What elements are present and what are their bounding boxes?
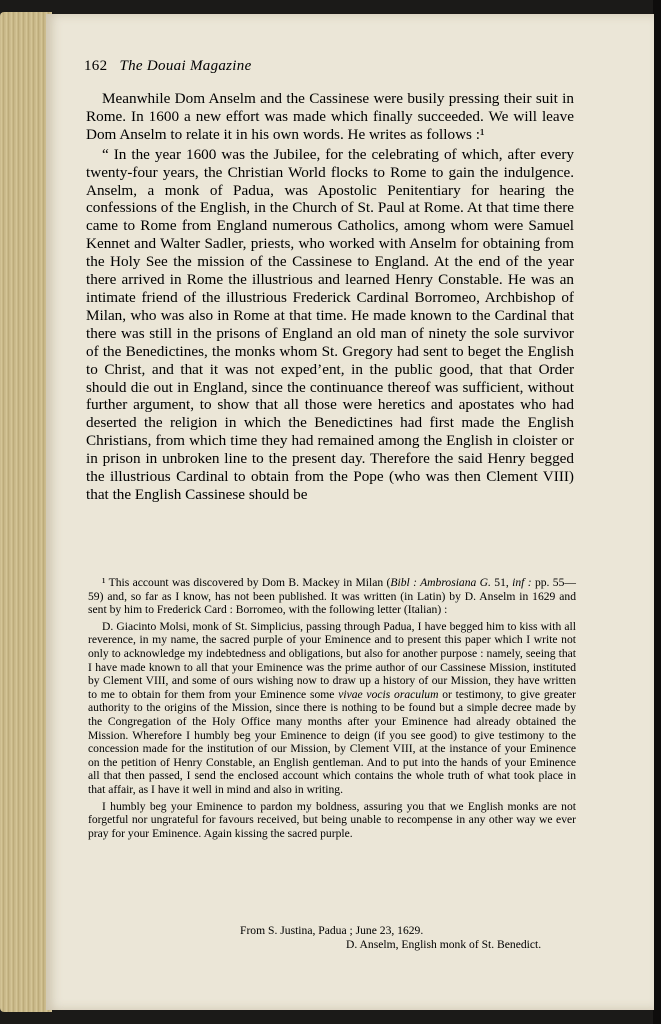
body-paragraph-2: “ In the year 1600 was the Jubilee, for the celebrating of which, after every twenty-four years, the Christian World flocks to Rome to gain the indulgence. Anselm, a monk of Padua, was Apostolic Penitentiary for hearing the confessions of the English, in the Church of St. Paul at Rome. At that time there came to Rome from England numerous Catholics, among whom were Samuel Kennet and Walter Sadler, priests, who worked with Anselm for obtaining from the Holy See the mission of the Cassinese to England. At the end of the year there arrived in Rome the illustrious and learned Henry Constable. He was an intimate friend of the illustrious Frederick Cardinal Borromeo, Archbishop of Milan, who was also in Rome at that time. He made known to the Cardinal that there was still in the prisons of England an old man of ninety the sole survivor of the Benedictines, the monks whom St. Gregory had sent to beget the English to Christ, and that it was not exped’ent, in the public good, that that Order should die out in England, since the continuance thereof was sufficient, without further argument, to show that all those were heretics and apostates who had deserted the religion in which the Benedictines had first made the English Christians, from which time they had remained among the English in cloister or in prison in unbroken line to the present day. Therefore the said Henry begged the illustrious Cardinal to obtain from the Pope (who was then Clement VIII) that the English Cassinese should be — [86, 145, 574, 503]
letter-paragraph-1 — [88, 620, 576, 797]
footnote-1-text-b: 51, — [490, 576, 513, 589]
page-header — [84, 58, 252, 75]
page-number: 162 — [84, 58, 108, 74]
book-page-edges — [0, 12, 52, 1012]
signoff-signature: D. Anselm, English monk of St. Benedict. — [346, 937, 542, 951]
footnote-1 — [88, 576, 576, 617]
footnote-1-text-c: pp. 55—59) and, so far as I know, has not been published. It was written (in Latin) by D. Anselm in 1629 and sent by him to Frederick Card : Borromeo, with the following letter (Italian) : — [88, 576, 576, 617]
footnote-1-inf: inf : — [512, 576, 532, 589]
footnote-1-text-a: ¹ This account was discovered by Dom B. Mackey in Milan ( — [102, 576, 391, 589]
letter-paragraph-1-a: D. Giacinto Molsi, monk of St. Simplicius, passing through Padua, I have begged him to kiss with all reverence, in my name, the sacred purple of your Eminence and to present this paper which I write not only to acknowledge my indebtedness and obligations, but also for another purpose : namely, seeing that I have made known to all that your Eminence was the prime author of our Cassinese Mission, instituted by Clement VIII, and some of ours wishing now to draw up a history of our Mission, they have written to me to obtain for them from your Eminence some — [88, 619, 576, 701]
letter-signoff — [88, 924, 576, 951]
footnote-1-source: Bibl : Ambrosiana G. — [390, 576, 491, 589]
book-right-edge — [653, 0, 661, 1024]
footnotes — [88, 576, 576, 840]
letter-paragraph-2: I humbly beg your Eminence to pardon my boldness, assuring you that we English monks are not forgetful nor ungrateful for favours received, but being unable to recompense in any other way we ever pray for your Eminence. Again kissing the sacred purple. — [88, 799, 576, 840]
letter-latin-phrase: vivae vocis oraculum — [338, 687, 439, 701]
running-title: The Douai Magazine — [119, 58, 252, 74]
letter-paragraph-1-b: or testimony, to give greater authority to the origins of the Mission, since there is nothing to be found but a simple decree made by the Congregation of the Holy Office many months after your Eminence had already obtained the Mission. Wherefore I humbly beg your Eminence to deign (if you see good) to give testimony to the concession made for the institution of our Mission, by Clement VIII, at the instance of your Eminence on the petition of Henry Constable, an English gentleman. And to put into the hands of your Eminence all that then passed, I send the enclosed account which contains the whole truth of what took place in that affair, as I have it well in mind and also in writing. — [88, 687, 577, 796]
body-paragraph-1: Meanwhile Dom Anselm and the Cassinese were busily pressing their suit in Rome. In 1600 a new effort was made which finally succeeded. We will leave Dom Anselm to relate it in his own words. He writes as follows :¹ — [86, 90, 574, 143]
main-text — [86, 90, 574, 504]
signoff-place-date: From S. Justina, Padua ; June 23, 1629. — [240, 924, 424, 937]
